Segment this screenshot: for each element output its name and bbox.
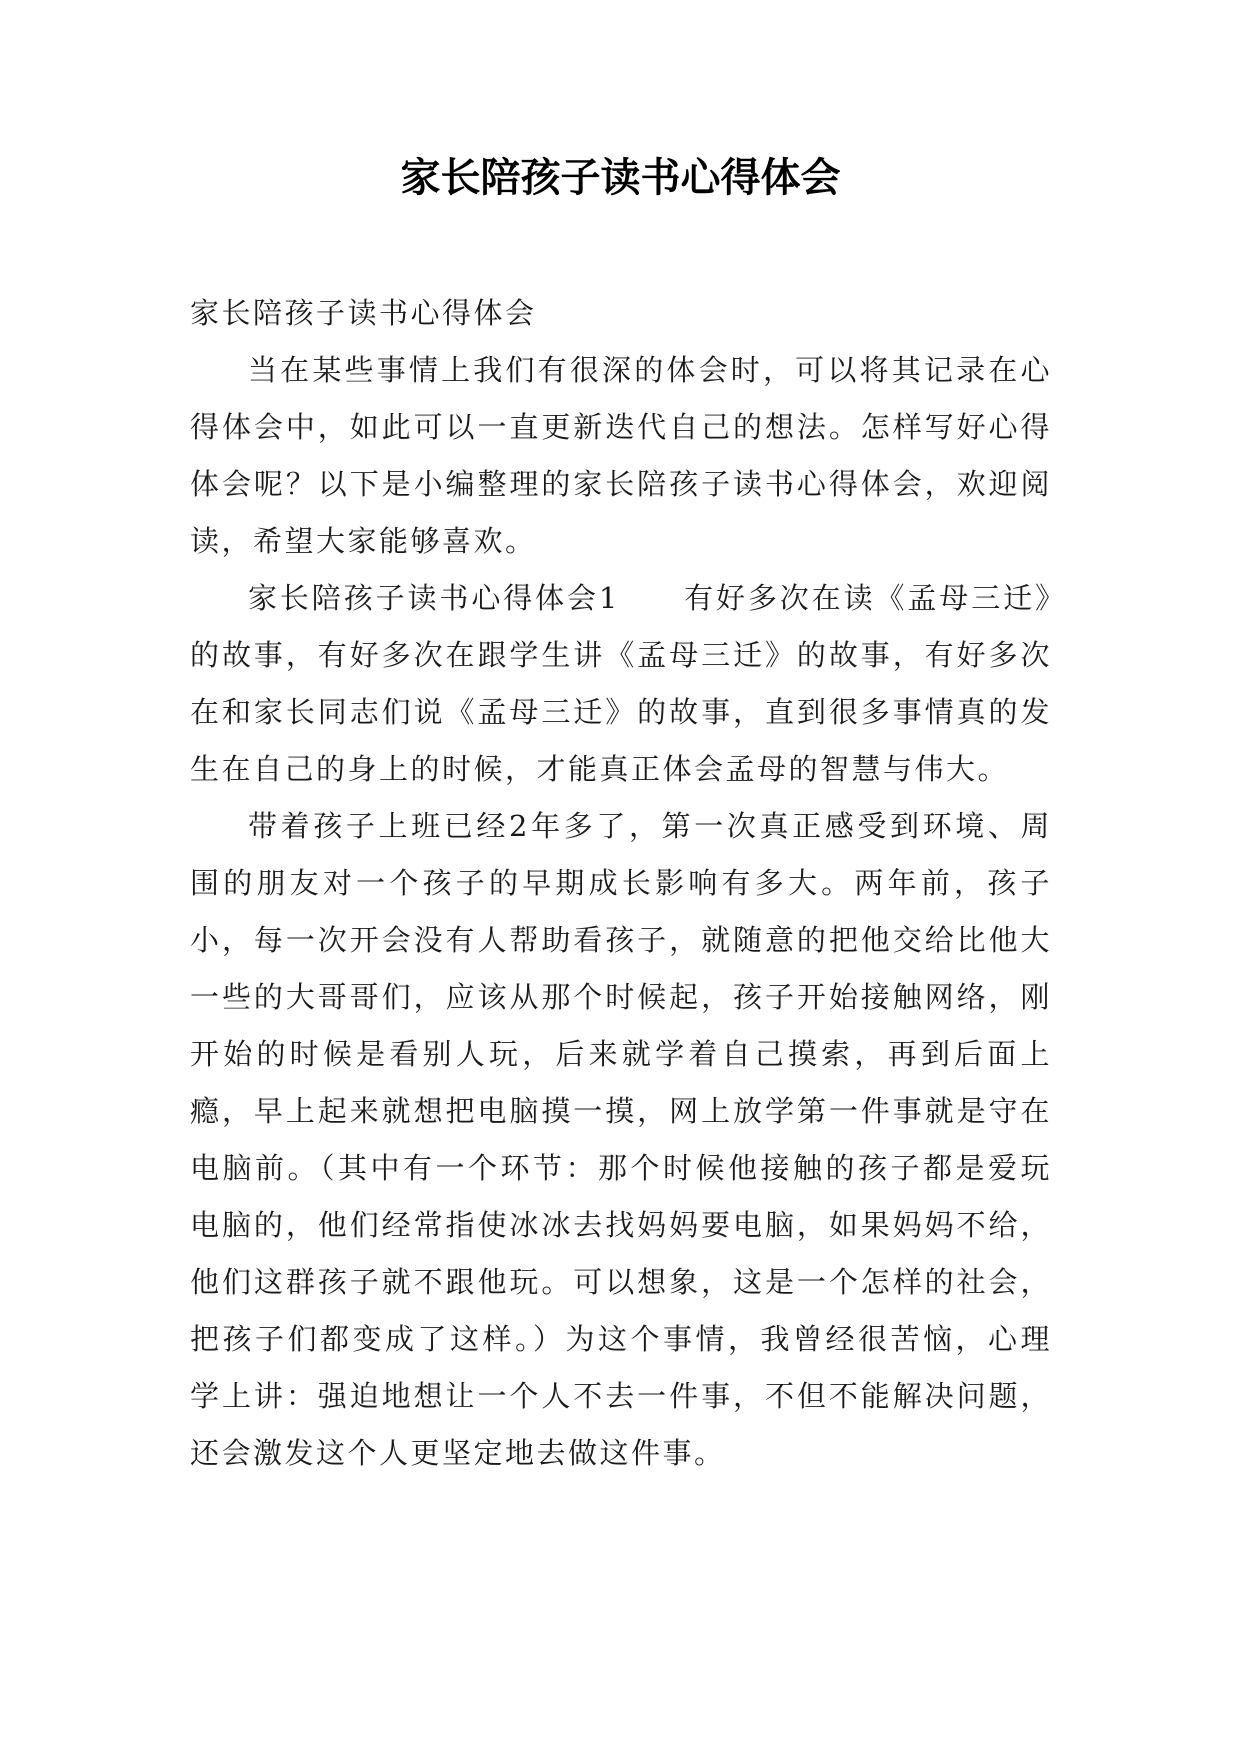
body-paragraph: 家长陪孩子读书心得体会1 有好多次在读《孟母三迁》的故事，有好多次在跟学生讲《孟母三迁》的故事，有好多次在和家长同志们说《孟母三迁》的故事，直到很多事情真的发生在自己的身上的时候，才能真正体会孟母的智慧与伟大。 <box>190 581 1052 786</box>
document-body <box>190 285 1052 1482</box>
body-paragraph: 家长陪孩子读书心得体会 <box>190 296 537 330</box>
document-title: 家长陪孩子读书心得体会 <box>400 154 841 201</box>
body-paragraph: 当在某些事情上我们有很深的体会时，可以将其记录在心得体会中，如此可以一直更新迭代自己的想法。怎样写好心得体会呢？以下是小编整理的家长陪孩子读书心得体会，欢迎阅读，希望大家能够喜欢。 <box>190 353 1052 558</box>
body-paragraph: 带着孩子上班已经2年多了，第一次真正感受到环境、周围的朋友对一个孩子的早期成长影响有多大。两年前，孩子小，每一次开会没有人帮助看孩子，就随意的把他交给比他大一些的大哥哥们，应该从那个时候起，孩子开始接触网络，刚开始的时候是看别人玩，后来就学着自己摸索，再到后面上瘾，早上起来就想把电脑摸一摸，网上放学第一件事就是守在电脑前。（其中有一个环节：那个时候他接触的孩子都是爱玩电脑的，他们经常指使冰冰去找妈妈要电脑，如果妈妈不给，他们这群孩子就不跟他玩。可以想象，这是一个怎样的社会，把孩子们都变成了这样。）为这个事情，我曾经很苦恼，心理学上讲：强迫地想让一个人不去一件事，不但不能解决问题，还会激发这个人更坚定地去做这件事。 <box>190 809 1052 1470</box>
